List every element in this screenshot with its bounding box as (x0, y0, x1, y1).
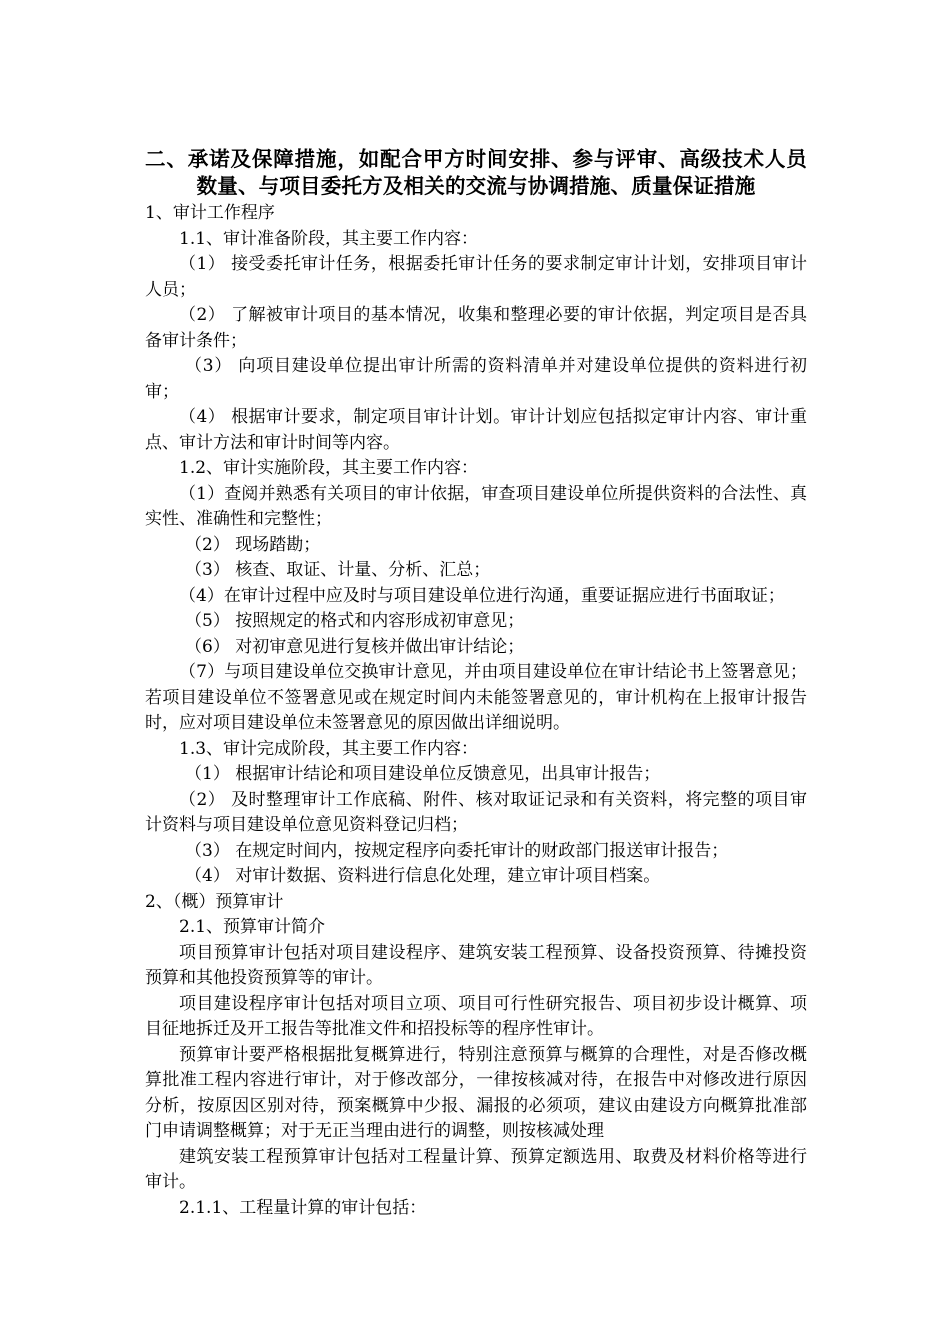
document-body (145, 146, 807, 1221)
list-item: （6） 对初审意见进行复核并做出审计结论； (185, 636, 525, 657)
section-title-line-1: 二、承诺及保障措施，如配合甲方时间安排、参与评审、高级技术人员 (145, 147, 807, 171)
heading-1: 1、审计工作程序 (145, 203, 275, 223)
body-paragraph: 建筑安装工程预算审计包括对工程量计算、预算定额选用、取费及材料价格等进行审计。 (145, 1146, 807, 1192)
body-paragraph: 预算审计要严格根据批复概算进行，特别注意预算与概算的合理性，对是否修改概算批准工程内容进行审计，对于修改部分，一律按核减对待，在报告中对修改进行原因分析，按原因区别对待，预案概算中少报、漏报的必须项，建议由建设方向概算批准部门申请调整概算；对于无正当理由进行的调整，则按核减处理 (145, 1044, 807, 1141)
section-title (145, 146, 807, 200)
list-item: （1） 接受委托审计任务，根据委托审计任务的要求制定审计计划，安排项目审计人员； (145, 254, 807, 300)
list-item: （2） 了解被审计项目的基本情况，收集和整理必要的审计依据，判定项目是否具备审计条件； (145, 305, 807, 351)
subheading-1-1: 1.1、审计准备阶段，其主要工作内容： (179, 228, 479, 249)
list-item: （1）查阅并熟悉有关项目的审计依据，审查项目建设单位所提供资料的合法性、真实性、准确性和完整性； (145, 483, 807, 529)
list-item: （3） 向项目建设单位提出审计所需的资料清单并对建设单位提供的资料进行初审； (145, 356, 807, 402)
subheading-1-2: 1.2、审计实施阶段，其主要工作内容： (179, 458, 479, 478)
section-title-line-2: 数量、与项目委托方及相关的交流与协调措施、质量保证措施 (196, 174, 756, 198)
list-item: （3） 在规定时间内，按规定程序向委托审计的财政部门报送审计报告； (185, 840, 729, 861)
list-item: （4） 对审计数据、资料进行信息化处理，建立审计项目档案。 (185, 866, 661, 886)
heading-2: 2、（概）预算审计 (145, 891, 284, 912)
list-item: （5） 按照规定的格式和内容形成初审意见； (185, 611, 525, 631)
list-item: （4） 根据审计要求，制定项目审计计划。审计计划应包括拟定审计内容、审计重点、审计方法和审计时间等内容。 (145, 407, 807, 453)
body-paragraph: 项目建设程序审计包括对项目立项、项目可行性研究报告、项目初步设计概算、项目征地拆迁及开工报告等批准文件和招投标等的程序性审计。 (145, 993, 807, 1039)
list-item: （2） 及时整理审计工作底稿、附件、核对取证记录和有关资料，将完整的项目审计资料与项目建设单位意见资料登记归档； (145, 789, 807, 835)
subheading-2-1-1: 2.1.1、工程量计算的审计包括： (179, 1197, 427, 1218)
list-item: （2） 现场踏勘； (185, 534, 321, 555)
list-item: （1） 根据审计结论和项目建设单位反馈意见，出具审计报告； (185, 764, 661, 784)
body-paragraph: 项目预算审计包括对项目建设程序、建筑安装工程预算、设备投资预算、待摊投资预算和其他投资预算等的审计。 (145, 942, 807, 988)
list-item: （3） 核查、取证、计量、分析、汇总； (185, 560, 491, 580)
list-item: （4）在审计过程中应及时与项目建设单位进行沟通，重要证据应进行书面取证； (179, 585, 785, 606)
subheading-1-3: 1.3、审计完成阶段，其主要工作内容： (179, 738, 479, 759)
subheading-2-1: 2.1、预算审计简介 (179, 917, 326, 937)
list-item: （7）与项目建设单位交换审计意见，并由项目建设单位在审计结论书上签署意见；若项目建设单位不签署意见或在规定时间内未能签署意见的，审计机构在上报审计报告时，应对项目建设单位未签署意见的原因做出详细说明。 (145, 662, 807, 733)
